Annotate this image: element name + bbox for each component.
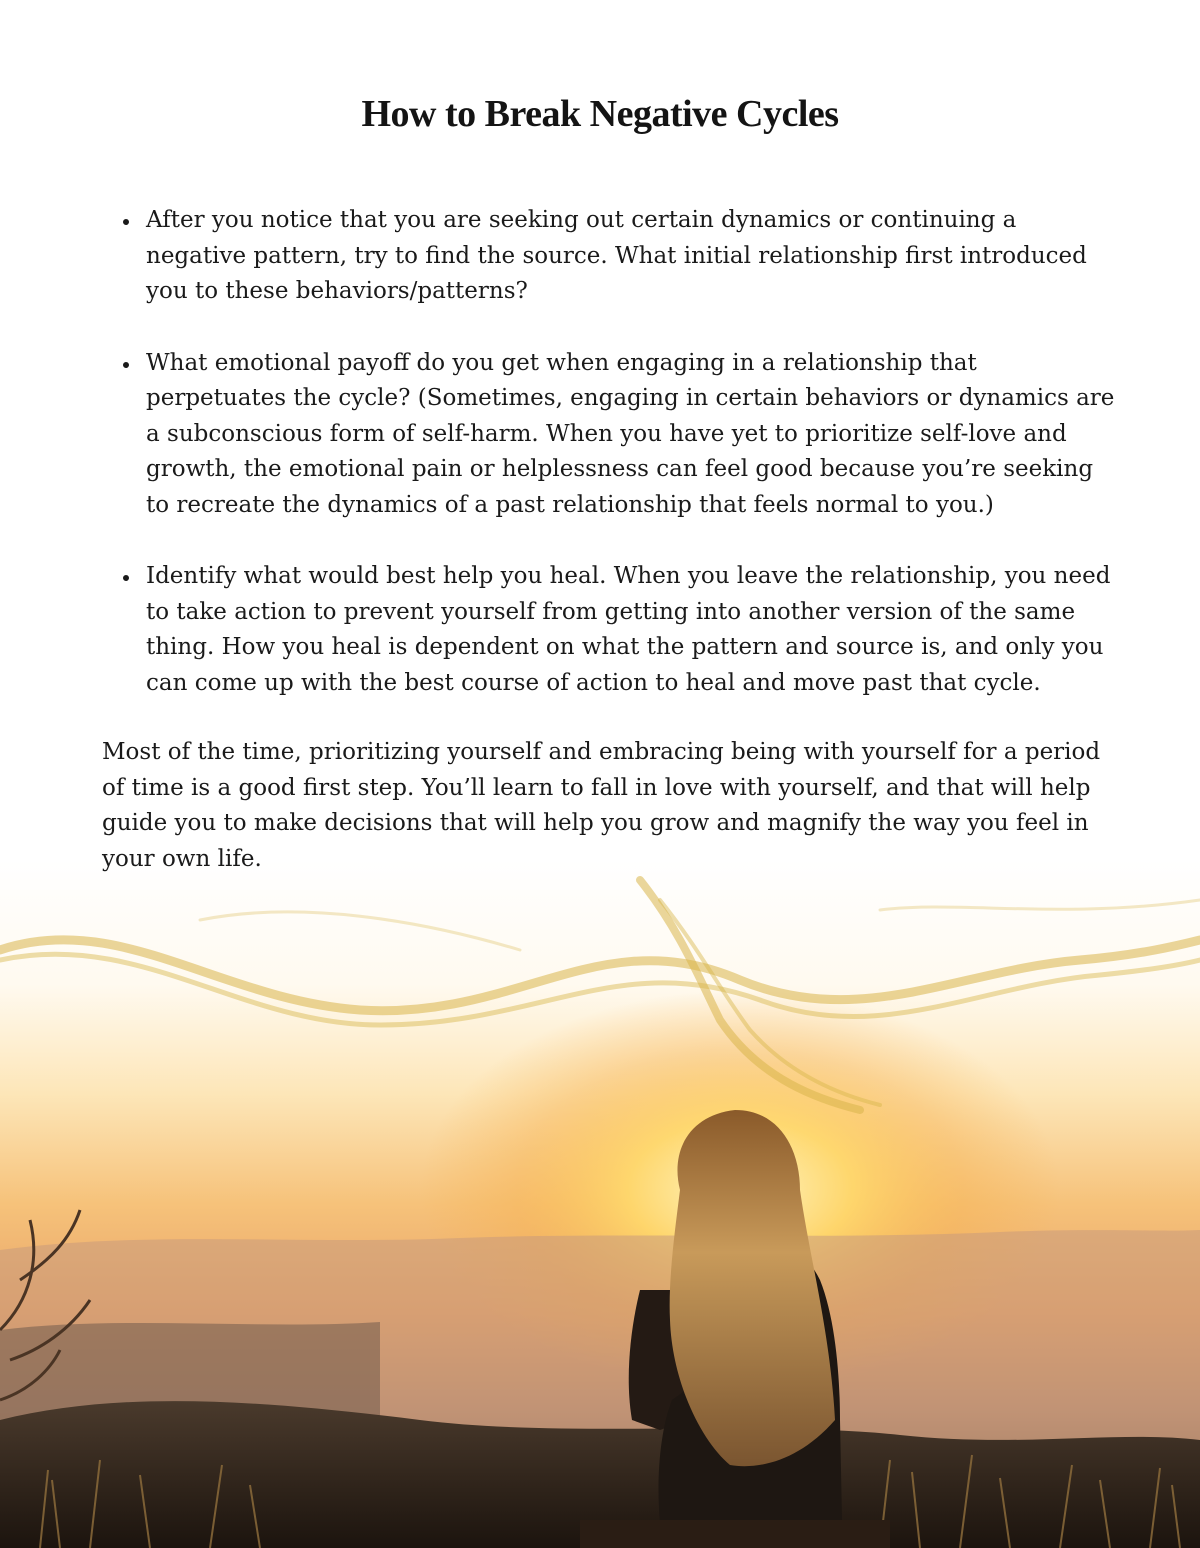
- list-item: [116, 203, 1116, 310]
- list-item: [116, 346, 1116, 524]
- list-item-text: Identify what would best help you heal. When you leave the relationship, you need to take action to prevent yourself from getting into another version of the same thing. How you heal is dependent on what the pattern and source is, and only you can come up with the best course of action to heal and move past that cycle.: [146, 563, 1111, 696]
- sunset-illustration: [0, 860, 1200, 1548]
- list-item-text: After you notice that you are seeking out certain dynamics or continuing a negative pattern, try to find the source. What initial relationship first introduced you to these behaviors/patterns?: [146, 207, 1087, 304]
- page-title: How to Break Negative Cycles: [361, 93, 839, 135]
- list-item: [116, 559, 1116, 701]
- bullet-icon: [123, 219, 129, 225]
- bullet-icon: [123, 362, 129, 368]
- bullet-icon: [123, 575, 129, 581]
- closing-paragraph: Most of the time, prioritizing yourself and embracing being with yourself for a period of time is a good first step. You’ll learn to fall in love with yourself, and that will help guide you to make decisions that will help you grow and magnify the way you feel in your own life.: [102, 739, 1101, 872]
- list-item-text: What emotional payoff do you get when engaging in a relationship that perpetuates the cycle? (Sometimes, engaging in certain behaviors or dynamics are a subconscious form of self-harm. When you have yet to prioritize self-love and growth, the emotional pain or helplessness can feel good because you’re seeking to recreate the dynamics of a past relationship that feels normal to you.): [146, 349, 1115, 518]
- bullet-list: [116, 203, 1116, 737]
